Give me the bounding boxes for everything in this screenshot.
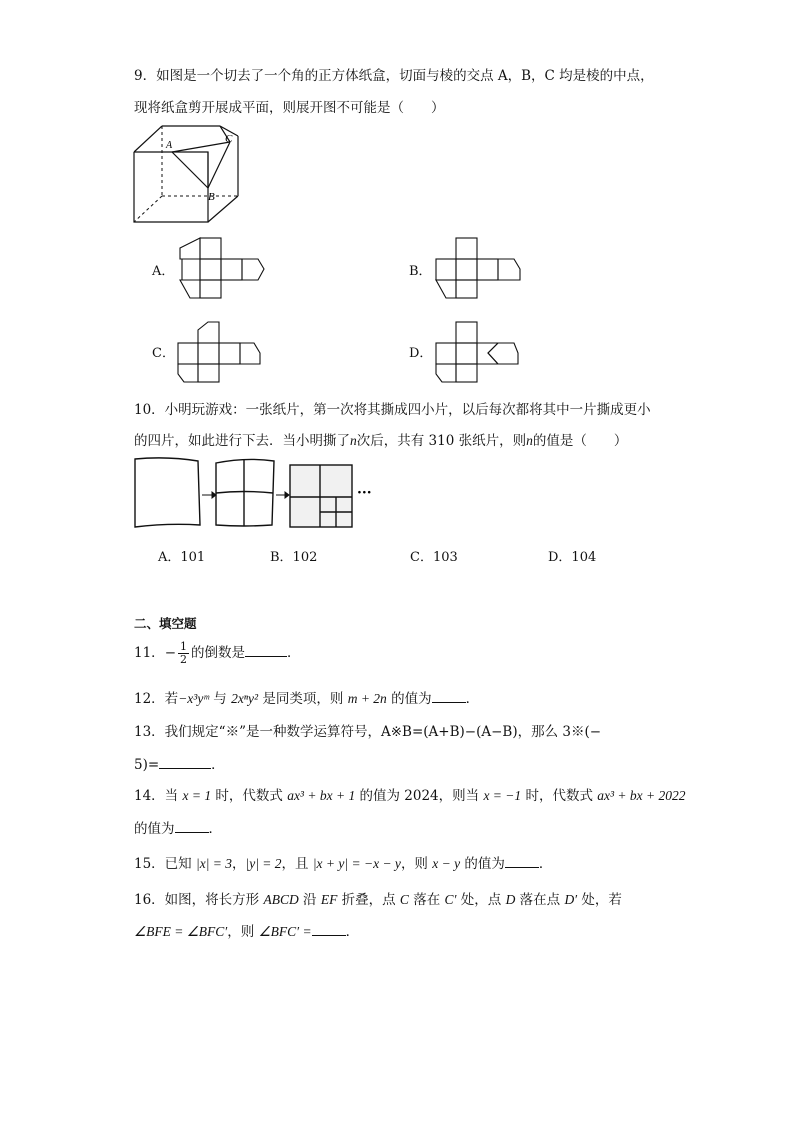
q9-option-b-label[interactable]: B． [409, 264, 432, 279]
q10-option-a[interactable]: A．101 [158, 550, 206, 565]
q15: 15．已知 |x| = 3，|y| = 2，且 |x + y| = −x − y，则 x − y 的值为 ． [134, 853, 552, 874]
q12: 12．若−x³yᵐ 与 2xⁿy² 是同类项，则 m + 2n 的值为 ． [134, 688, 479, 709]
q14-line2: 的值为 ． [134, 818, 222, 839]
q12-answer-blank[interactable] [432, 688, 466, 703]
q16-line2: ∠BFE = ∠BFC′，则 ∠BFC′ = ． [134, 921, 359, 942]
q15-answer-blank[interactable] [505, 853, 539, 868]
q14-line1: 14．当 x = 1 时，代数式 ax³ + bx + 1 的值为 2024，则当 x = −1 时，代数式 ax³ + bx + 2022 [134, 788, 686, 804]
continuation-dots: ··· [357, 485, 372, 501]
paper-tearing-figure [132, 455, 382, 535]
section-title: 二、填空题 [134, 616, 197, 631]
net-option-c [178, 320, 264, 384]
net-option-d [436, 320, 522, 384]
q9-line2: 现将纸盒剪开展成平面，则展开图不可能是（ ） [134, 100, 445, 116]
q16-line1: 16．如图，将长方形 ABCD 沿 EF 折叠，点 C 落在 C′ 处，点 D 落在点 D′ 处，若 [134, 892, 622, 908]
label-b: B [208, 191, 215, 203]
q13-line2: 5)= ． [134, 754, 225, 775]
q13-line1: 13．我们规定“※”是一种数学运算符号，A※B=(A+B)−(A−B)，那么 3※(− [134, 724, 602, 740]
q10-line2: 的四片，如此进行下去．当小明撕了n次后，共有 310 张纸片，则n的值是（ ） [134, 433, 628, 449]
q13-answer-blank[interactable] [159, 754, 211, 769]
q10-option-b[interactable]: B．102 [270, 550, 318, 565]
fraction-one-half: $\frac{1}{2}$ [180, 640, 187, 666]
q9-option-c-label[interactable]: C． [152, 346, 175, 361]
q16-answer-blank[interactable] [312, 921, 346, 936]
q10-option-c[interactable]: C．103 [410, 550, 458, 565]
q14-answer-blank[interactable] [175, 818, 209, 833]
cut-cube-figure [132, 124, 244, 224]
label-a: A [166, 140, 173, 151]
q11: 11．− $\frac{1}{2}$ 的倒数是 ． [134, 640, 301, 666]
q10-option-d[interactable]: D．104 [548, 550, 597, 565]
q9-option-a-label[interactable]: A． [152, 264, 175, 279]
q9-line1: 9．如图是一个切去了一个角的正方体纸盒，切面与棱的交点 A，B，C 均是棱的中点， [134, 68, 654, 84]
label-c: C [225, 133, 233, 145]
q9-option-d-label[interactable]: D． [409, 346, 433, 361]
net-option-b [436, 236, 524, 300]
q11-answer-blank[interactable] [245, 642, 287, 657]
net-option-a [180, 236, 266, 300]
q10-line1: 10．小明玩游戏：一张纸片，第一次将其撕成四小片，以后每次都将其中一片撕成更小 [134, 402, 651, 418]
